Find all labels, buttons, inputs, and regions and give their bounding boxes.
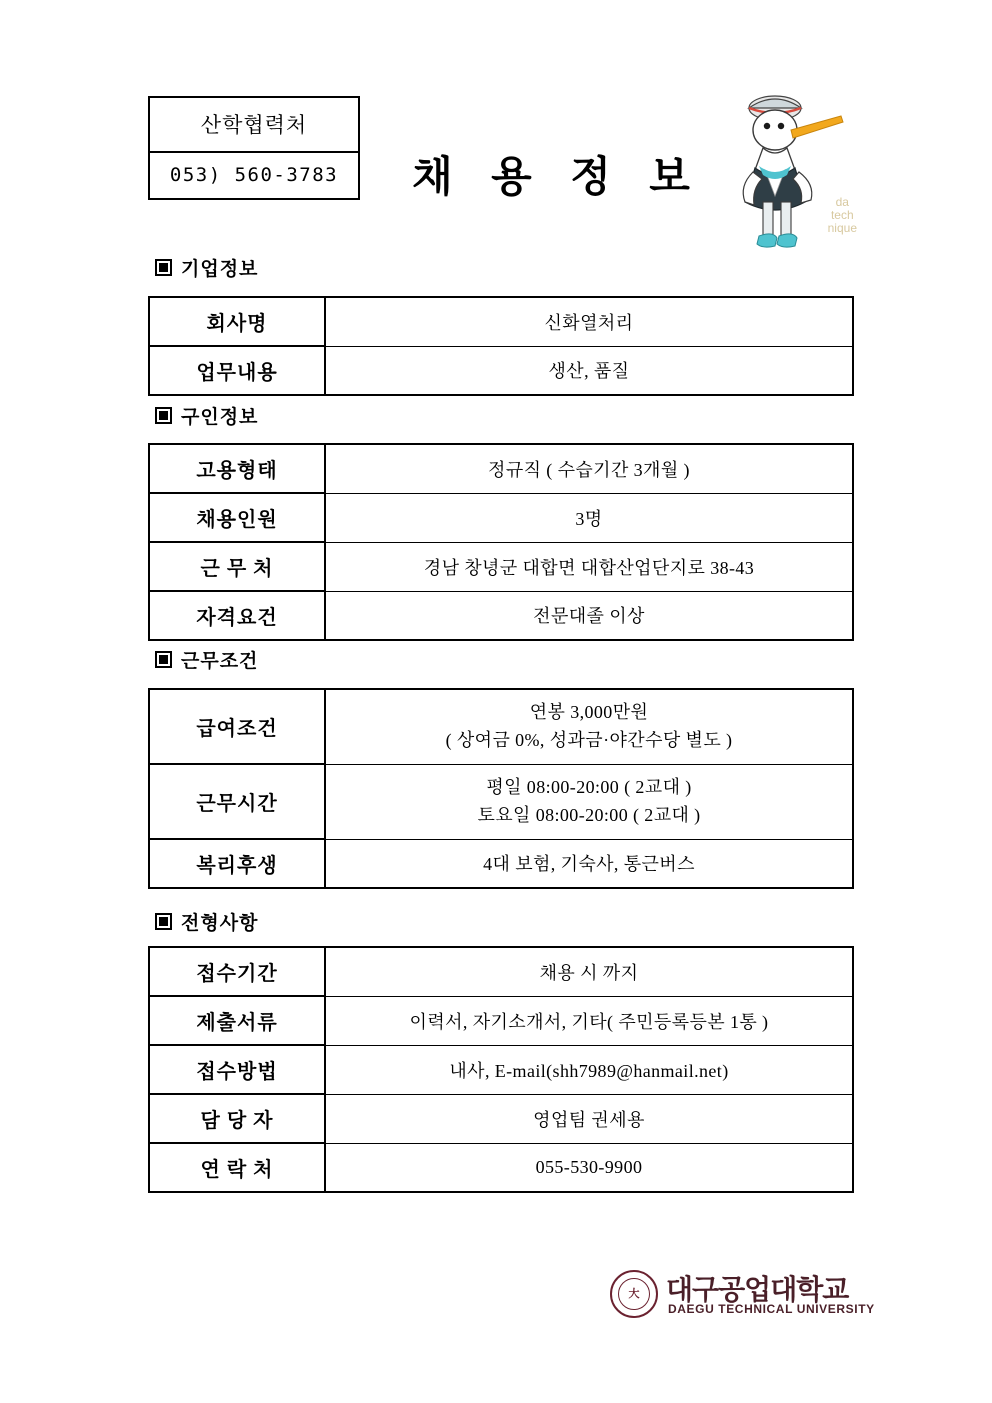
mascot-word-line-1: da — [835, 195, 849, 209]
square-bullet-icon — [155, 407, 172, 424]
section-heading-application — [155, 908, 258, 935]
row-label: 연 락 처 — [149, 1143, 325, 1192]
section-heading-label: 구인정보 — [181, 407, 259, 428]
row-value: 신화열처리 — [325, 297, 853, 346]
department-contact-box — [148, 96, 360, 200]
section-heading-label: 근무조건 — [181, 651, 259, 672]
table-row — [149, 1143, 853, 1192]
table-row — [149, 764, 853, 839]
row-label: 회사명 — [149, 297, 325, 346]
department-name: 산학협력처 — [150, 98, 358, 153]
row-value: 경남 창녕군 대합면 대합산업단지로 38-43 — [325, 542, 853, 591]
mascot-wordmark — [828, 196, 857, 235]
row-value: 내사, E-mail(shh7989@hanmail.net) — [325, 1045, 853, 1094]
row-label: 담 당 자 — [149, 1094, 325, 1143]
seal-character: 大 — [628, 1288, 640, 1300]
table-row — [149, 591, 853, 640]
row-value: 영업팀 권세용 — [325, 1094, 853, 1143]
square-bullet-icon — [155, 651, 172, 668]
square-bullet-icon — [155, 259, 172, 276]
section-heading-company-info — [155, 254, 258, 281]
row-value: 생산, 품질 — [325, 346, 853, 395]
table-row — [149, 689, 853, 764]
table-row — [149, 542, 853, 591]
table-work-conditions — [148, 688, 854, 889]
university-seal-icon — [610, 1270, 658, 1318]
row-label: 제출서류 — [149, 996, 325, 1045]
row-value — [325, 764, 853, 839]
row-label: 급여조건 — [149, 689, 325, 764]
mascot-icon — [713, 86, 863, 286]
row-label: 접수방법 — [149, 1045, 325, 1094]
row-value-line: ( 상여금 0%, 성과금·야간수당 별도 ) — [445, 729, 733, 750]
section-heading-label: 기업정보 — [181, 259, 259, 280]
table-row — [149, 947, 853, 996]
row-label: 채용인원 — [149, 493, 325, 542]
mascot-illustration — [713, 86, 863, 286]
row-label: 업무내용 — [149, 346, 325, 395]
row-value: 전문대졸 이상 — [325, 591, 853, 640]
document-header — [148, 96, 857, 266]
row-label: 자격요건 — [149, 591, 325, 640]
section-heading-job-info — [155, 402, 258, 429]
row-value: 055-530-9900 — [325, 1143, 853, 1192]
row-value: 4대 보험, 기숙사, 통근버스 — [325, 839, 853, 888]
table-row — [149, 346, 853, 395]
row-value-line: 토요일 08:00-20:00 ( 2교대 ) — [477, 804, 701, 825]
table-company-info — [148, 296, 854, 396]
row-label: 복리후생 — [149, 839, 325, 888]
page-title: 채 용 정 보 — [412, 155, 704, 201]
university-logo — [610, 1268, 875, 1338]
row-value: 채용 시 까지 — [325, 947, 853, 996]
table-row — [149, 1045, 853, 1094]
university-name-en: DAEGU TECHNICAL UNIVERSITY — [668, 1302, 875, 1316]
university-name-ko: 대구공업대학교 — [666, 1275, 849, 1306]
row-label: 근무시간 — [149, 764, 325, 839]
row-label: 접수기간 — [149, 947, 325, 996]
table-row — [149, 297, 853, 346]
row-value: 이력서, 자기소개서, 기타( 주민등록등본 1통 ) — [325, 996, 853, 1045]
table-row — [149, 839, 853, 888]
department-phone: 053) 560-3783 — [169, 164, 339, 186]
section-heading-work-conditions — [155, 646, 258, 673]
row-value-line: 연봉 3,000만원 — [529, 702, 649, 722]
row-value — [325, 689, 853, 764]
mascot-word-line-3: nique — [827, 221, 857, 235]
square-bullet-icon — [155, 913, 172, 930]
table-application — [148, 946, 854, 1193]
table-row — [149, 996, 853, 1045]
table-row — [149, 444, 853, 493]
table-job-info — [148, 443, 854, 641]
table-row — [149, 1094, 853, 1143]
row-label: 근 무 처 — [149, 542, 325, 591]
row-value: 3명 — [325, 493, 853, 542]
row-value: 정규직 ( 수습기간 3개월 ) — [325, 444, 853, 493]
section-heading-label: 전형사항 — [181, 913, 259, 934]
row-value-line: 평일 08:00-20:00 ( 2교대 ) — [486, 776, 692, 797]
row-label: 고용형태 — [149, 444, 325, 493]
mascot-word-line-2: tech — [830, 208, 854, 222]
table-row — [149, 493, 853, 542]
